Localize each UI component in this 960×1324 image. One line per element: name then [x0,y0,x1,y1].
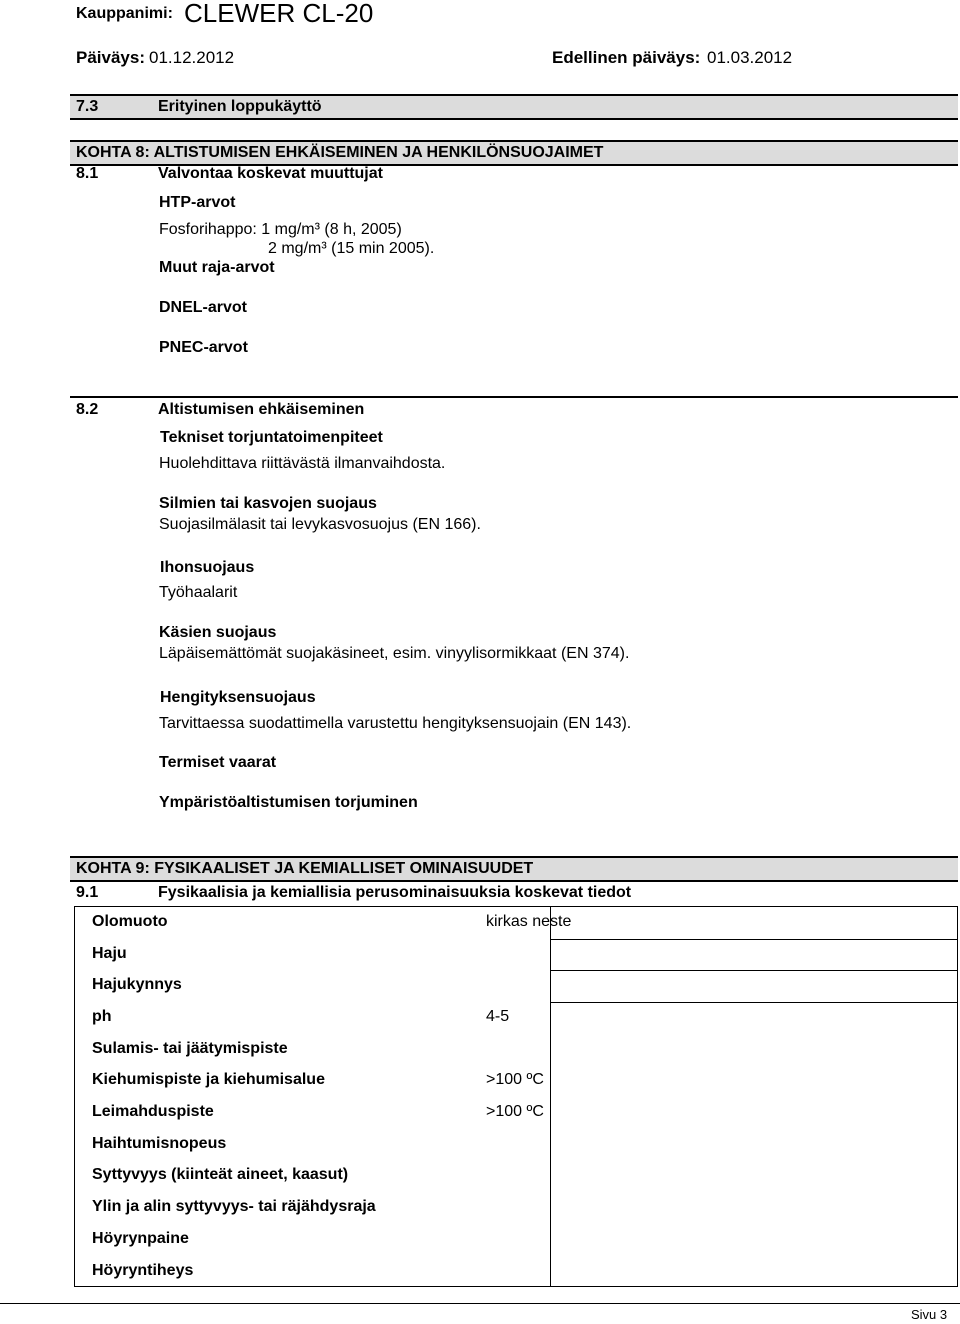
date-label: Päiväys: [76,48,145,67]
htp-line-2: 2 mg/m³ (15 min 2005). [268,240,435,257]
dnel-label: DNEL-arvot [159,299,248,316]
tech-measures-text: Huolehdittava riittävästä ilmanvaihdosta. [159,455,446,472]
section-9-bar [70,856,958,882]
section-8-bar [70,140,958,166]
section-8-2-title: Altistumisen ehkäiseminen [158,401,365,418]
row-label-melting-point: Sulamis- tai jäätymispiste [92,1040,288,1057]
skin-protection-text: Työhaalarit [159,584,238,601]
row-label-appearance: Olomuoto [92,913,168,930]
section-8-1-title: Valvontaa koskevat muuttujat [158,165,383,182]
skin-protection-label: Ihonsuojaus [160,559,255,576]
footer-rule [0,1303,960,1304]
date-value: 01.12.2012 [149,48,235,67]
trade-name: CLEWER CL-20 [184,0,374,28]
row-label-flammability: Syttyvyys (kiinteät aineet, kaasut) [92,1166,349,1183]
hand-protection-label: Käsien suojaus [159,624,277,641]
respiratory-protection-label: Hengityksensuojaus [160,689,316,706]
row-label-odour-threshold: Hajukynnys [92,976,182,993]
thermal-hazards-label: Termiset vaarat [159,754,277,771]
eye-protection-label: Silmien tai kasvojen suojaus [159,495,377,512]
section-7-3-bar [70,94,958,120]
row-label-odour: Haju [92,945,127,962]
section-8-title: KOHTA 8: ALTISTUMISEN EHKÄISEMINEN JA HENKILÖNSUOJAIMET [76,144,604,161]
row-label-vapour-pressure: Höyrynpaine [92,1230,189,1247]
respiratory-protection-text: Tarvittaessa suodattimella varustettu hengityksensuojain (EN 143). [159,715,632,732]
row-value-flash-point: >100 ºC [486,1103,544,1120]
pnec-label: PNEC-arvot [159,339,248,356]
page-number: Sivu 3 [911,1307,948,1322]
htp-label: HTP-arvot [159,194,236,211]
trade-name-label: Kauppanimi: [76,5,173,22]
environmental-exposure-label: Ympäristöaltistumisen torjuminen [159,794,418,811]
prev-date-label: Edellinen päiväys: [552,48,701,67]
prev-date-value: 01.03.2012 [707,48,793,67]
tech-measures-label: Tekniset torjuntatoimenpiteet [160,429,383,446]
row-label-boiling-point: Kiehumispiste ja kiehumisalue [92,1071,325,1088]
section-8-1-number: 8.1 [76,165,99,182]
section-9-title: KOHTA 9: FYSIKAALISET JA KEMIALLISET OMINAISUUDET [76,860,534,877]
row-label-vapour-density: Höyryntiheys [92,1262,194,1279]
row-label-evaporation-rate: Haihtumisnopeus [92,1135,227,1152]
section-8-2-rule [70,396,958,398]
table-row-divider [550,1002,957,1003]
table-column-divider [550,907,551,1286]
row-label-ph: ph [92,1008,112,1025]
section-8-2-number: 8.2 [76,401,99,418]
section-9-1-title: Fysikaalisia ja kemiallisia perusominaisuuksia koskevat tiedot [158,884,632,901]
other-limits-label: Muut raja-arvot [159,259,275,276]
section-7-3-title: Erityinen loppukäyttö [158,98,322,115]
table-row-divider [550,970,957,971]
row-label-flash-point: Leimahduspiste [92,1103,214,1120]
section-7-3-number: 7.3 [76,98,99,115]
table-row-divider [550,939,957,940]
section-9-1-number: 9.1 [76,884,99,901]
hand-protection-text: Läpäisemättömät suojakäsineet, esim. vinyylisormikkaat (EN 374). [159,645,630,662]
row-value-boiling-point: >100 ºC [486,1071,544,1088]
properties-table [74,906,958,1287]
htp-line-1: Fosforihappo: 1 mg/m³ (8 h, 2005) [159,221,402,238]
row-value-appearance: kirkas neste [486,913,572,930]
row-label-explosive-limits: Ylin ja alin syttyvyys- tai räjähdysraja [92,1198,376,1215]
row-value-ph: 4-5 [486,1008,510,1025]
eye-protection-text: Suojasilmälasit tai levykasvosuojus (EN 166). [159,516,481,533]
